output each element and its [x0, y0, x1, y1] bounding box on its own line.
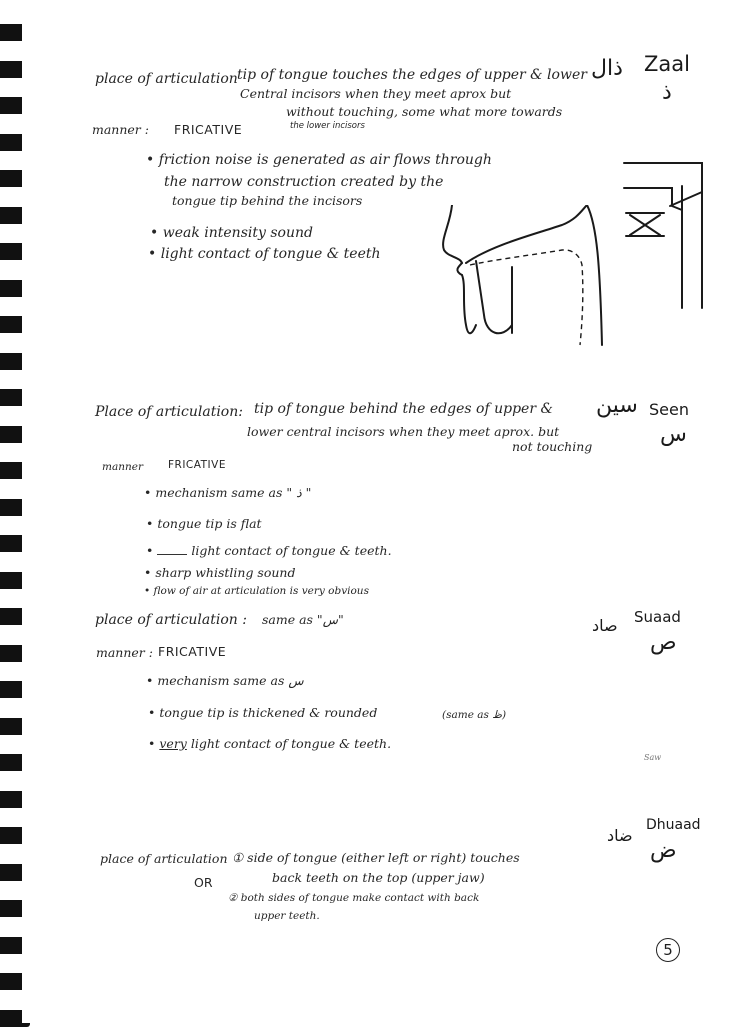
zaal-place-line1: tip of tongue touches the edges of upper & lower — [237, 67, 587, 83]
dhuaad-letter-arabic: ض — [650, 838, 677, 863]
zaal-place-line2: Central incisors when they meet aprox but — [240, 86, 512, 101]
zaal-manner-value: FRICATIVE — [174, 122, 243, 137]
seen-bullet1: • mechanism same as " ذ " — [144, 485, 312, 500]
seen-manner-label: manner — [102, 461, 143, 473]
seen-bullet3: • light contact of tongue & teeth. — [146, 543, 392, 558]
dhuaad-name-latin: Dhuaad — [646, 817, 701, 833]
zaal-bullet2-text: weak intensity sound — [162, 225, 313, 241]
seen-place-line1: tip of tongue behind the edges of upper & — [254, 401, 553, 417]
suaad-bullet2-text: tongue tip is thickened & rounded — [159, 705, 378, 720]
dhuaad-or-label: OR — [194, 875, 213, 890]
seen-place-line2: lower central incisors when they meet aprox. but — [247, 424, 560, 439]
zaal-bullet3-text: light contact of tongue & teeth — [160, 246, 381, 262]
suaad-place-value: same as "س" — [262, 612, 344, 627]
seen-bullet5: • flow of air at articulation is very obvious — [144, 585, 369, 597]
seen-bullet5-text: flow of air at articulation is very obvious — [153, 585, 369, 597]
suaad-bullet2: • tongue tip is thickened & rounded — [148, 705, 378, 720]
seen-name-arabic: سين — [596, 393, 638, 418]
page-number: 5 — [656, 938, 680, 962]
seen-bullet4-text: sharp whistling sound — [155, 565, 296, 580]
suaad-bullet1: • mechanism same as س — [146, 673, 304, 688]
zaal-place-label: place of articulation — [95, 71, 238, 87]
seen-place-line3: not touching — [512, 439, 593, 454]
seen-name-latin: Seen — [649, 400, 689, 419]
seen-bullet1-text: mechanism same as " ذ " — [155, 485, 312, 500]
suaad-manner-label: manner : — [96, 645, 153, 660]
zaal-place-line4: the lower incisors — [290, 121, 365, 131]
suaad-bullet3: • very light contact of tongue & teeth. — [148, 736, 392, 751]
dhuaad-name-arabic: ضاد — [607, 826, 633, 845]
suaad-bullet3-emph: very — [159, 736, 187, 751]
zaal-letter-arabic: ذ — [662, 80, 672, 105]
zaal-bullet1-line1: friction noise is generated as air flows through — [158, 152, 492, 168]
suaad-side-note: Saw — [644, 753, 662, 762]
dhuaad-option1-line2: back teeth on the top (upper jaw) — [272, 870, 485, 885]
seen-bullet2-text: tongue tip is flat — [157, 516, 262, 531]
notebook-page — [22, 0, 738, 1023]
zaal-manner-label: manner : — [92, 122, 149, 137]
tube-diagram-sketch — [620, 158, 715, 313]
zaal-bullet1: • friction noise is generated as air flows through — [146, 152, 492, 168]
seen-bullet3-text: light contact of tongue & teeth. — [191, 543, 392, 558]
mouth-profile-sketch — [432, 205, 612, 350]
suaad-name-latin: Suaad — [634, 608, 681, 626]
dhuaad-place-label: place of articulation — [100, 851, 228, 866]
suaad-bullet1-text: mechanism same as س — [157, 673, 304, 688]
dhuaad-option2: ② both sides of tongue make contact with back — [228, 892, 480, 904]
zaal-bullet3: • light contact of tongue & teeth — [148, 246, 381, 262]
suaad-letter-arabic: ص — [650, 630, 677, 655]
suaad-bullet3-text: light contact of tongue & teeth. — [190, 736, 392, 751]
seen-place-label: Place of articulation: — [95, 404, 243, 420]
zaal-name-arabic: ذال — [591, 56, 623, 81]
dhuaad-option2-line2: upper teeth. — [254, 910, 320, 922]
zaal-bullet2: • weak intensity sound — [150, 225, 313, 241]
zaal-bullet1-line2: the narrow construction created by the — [164, 174, 444, 190]
suaad-name-arabic: صاد — [592, 616, 618, 635]
suaad-place-label: place of articulation : — [95, 612, 247, 628]
seen-bullet4: • sharp whistling sound — [144, 565, 296, 580]
suaad-bullet2-note: (same as ظ) — [442, 709, 507, 721]
seen-bullet2: • tongue tip is flat — [146, 516, 262, 531]
zaal-place-line3: without touching, some what more towards — [286, 104, 563, 119]
zaal-name-latin: Zaal — [644, 52, 690, 76]
zaal-bullet1-line3: tongue tip behind the incisors — [172, 193, 363, 208]
seen-letter-arabic: س — [660, 422, 687, 447]
suaad-manner-value: FRICATIVE — [158, 644, 227, 659]
dhuaad-option1: ① side of tongue (either left or right) touches — [232, 850, 520, 865]
seen-manner-value: FRICATIVE — [168, 459, 226, 471]
